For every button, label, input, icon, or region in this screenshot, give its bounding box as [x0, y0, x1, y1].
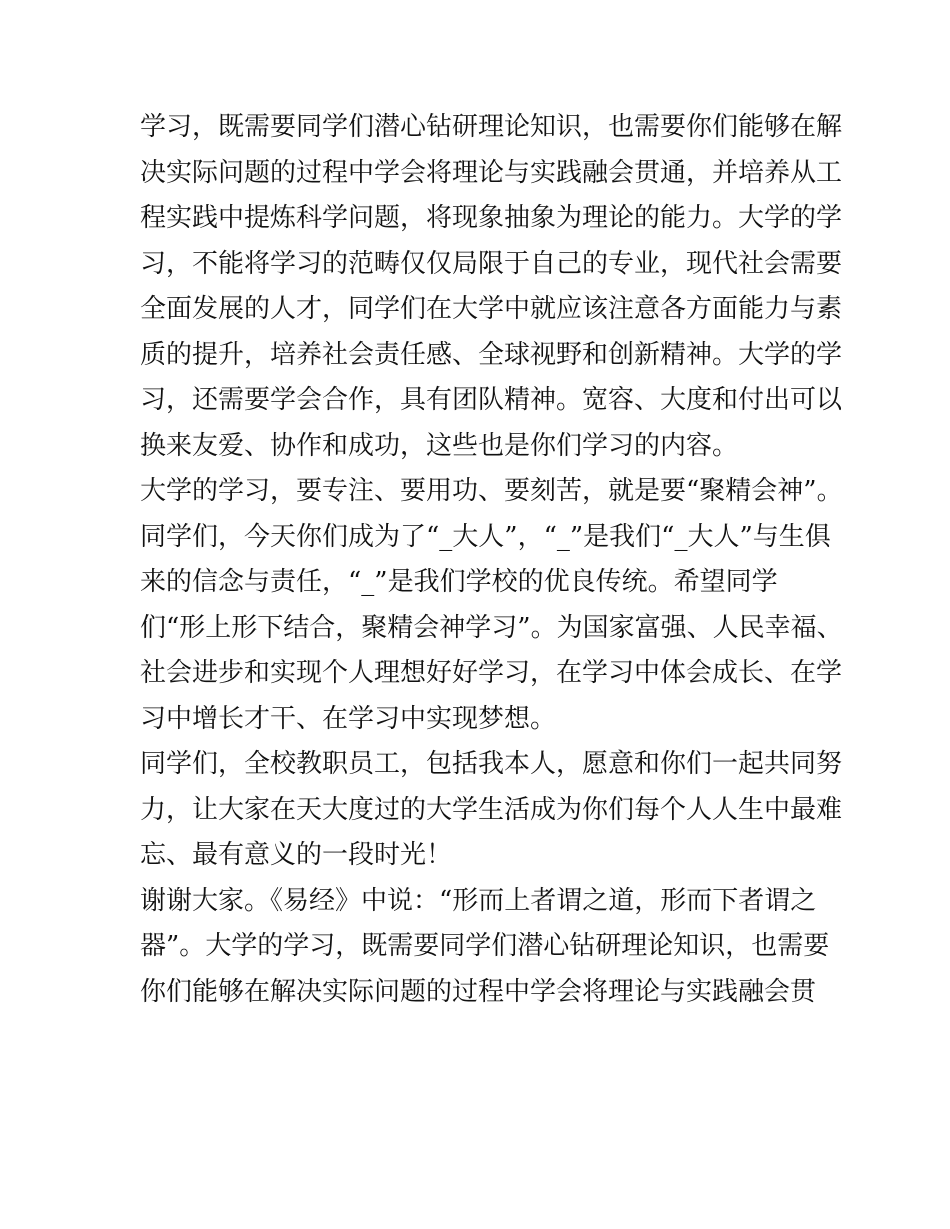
text-line: 力，让大家在天大度过的大学生活成为你们每个人人生中最难	[140, 794, 843, 825]
text-line: 决实际问题的过程中学会将理论与实践融会贯通，并培养从工	[140, 157, 843, 188]
text-line: 们“形上形下结合，聚精会神学习”。为国家富强、人民幸福、	[140, 612, 843, 643]
text-line: 全面发展的人才，同学们在大学中就应该注意各方面能力与素	[140, 294, 843, 324]
text-line: 社会进步和实现个人理想好好学习，在学习中体会成长、在学	[140, 658, 843, 688]
text-line: 大学的学习，要专注、要用功、要刻苦，就是要“聚精会神”。	[140, 476, 843, 506]
text-line: 同学们，全校教职员工，包括我本人，愿意和你们一起共同努	[140, 749, 843, 779]
text-line: 学习，既需要同学们潜心钻研理论知识，也需要你们能够在解	[140, 112, 843, 142]
document-body	[140, 105, 843, 1015]
text-line: 质的提升，培养社会责任感、全球视野和创新精神。大学的学	[140, 339, 843, 370]
text-line: 换来友爱、协作和成功，这些也是你们学习的内容。	[140, 430, 739, 461]
text-line: 程实践中提炼科学问题，将现象抽象为理论的能力。大学的学	[140, 203, 843, 233]
text-line: 忘、最有意义的一段时光！	[140, 840, 453, 870]
text-line: 习中增长才干、在学习中实现梦想。	[140, 703, 557, 734]
text-line: 习，还需要学会合作，具有团队精神。宽容、大度和付出可以	[140, 385, 843, 415]
text-line: 器”。大学的学习，既需要同学们潜心钻研理论知识，也需要	[140, 931, 830, 961]
text-line: 你们能够在解决实际问题的过程中学会将理论与实践融会贯	[140, 976, 817, 1007]
text-line: 同学们，今天你们成为了“_大人”，“_”是我们“_大人”与生俱	[140, 521, 831, 552]
text-line: 习，不能将学习的范畴仅仅局限于自己的专业，现代社会需要	[140, 248, 843, 279]
text-line: 来的信念与责任，“_”是我们学校的优良传统。希望同学	[140, 567, 778, 597]
text-line: 谢谢大家。《易经》中说：“形而上者谓之道，形而下者谓之	[140, 885, 817, 916]
